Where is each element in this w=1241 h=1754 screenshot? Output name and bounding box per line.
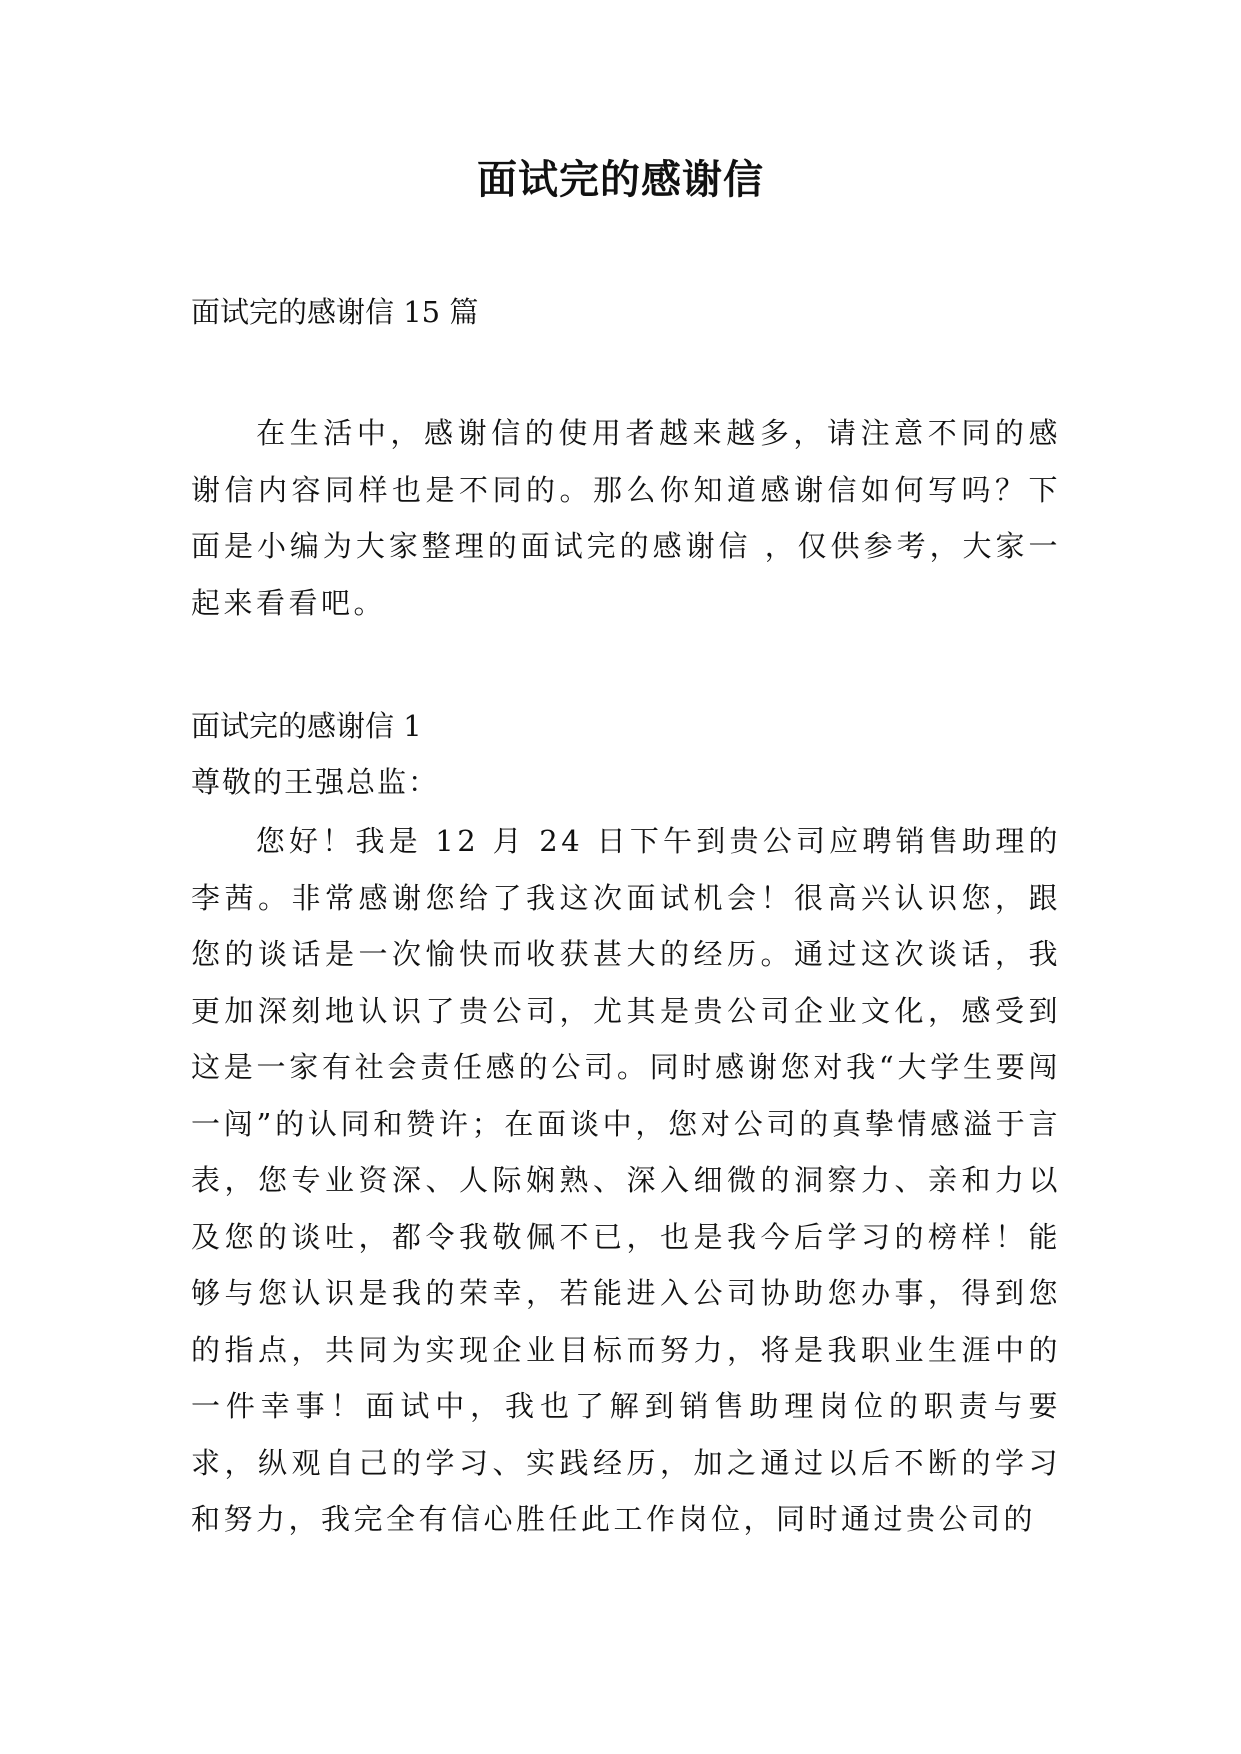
letter-salutation: 尊敬的王强总监：	[191, 765, 440, 799]
intro-text: 在生活中，感谢信的使用者越来越多，请注意不同的感谢信内容同样也是不同的。那么你知道感谢信如何写吗？下面是小编为大家整理的面试完的感谢信 ，仅供参考，大家一起来看看吧。	[191, 416, 1061, 620]
letter-body-paragraph	[191, 813, 1061, 1548]
letter-body-text: 您好！我是 12 月 24 日下午到贵公司应聘销售助理的李茜。非常感谢您给了我这次面试机会！很高兴认识您，跟您的谈话是一次愉快而收获甚大的经历。通过这次谈话，我更加深刻地认识了贵公司，尤其是贵公司企业文化，感受到这是一家有社会责任感的公司。同时感谢您对我“大学生要闯一闯”的认同和赞许；在面谈中，您对公司的真挚情感溢于言表，您专业资深、人际娴熟、深入细微的洞察力、亲和力以及您的谈吐，都令我敬佩不已，也是我今后学习的榜样！能够与您认识是我的荣幸，若能进入公司协助您办事，得到您的指点，共同为实现企业目标而努力，将是我职业生涯中的一件幸事！面试中，我也了解到销售助理岗位的职责与要求，纵观自己的学习、实践经历，加之通过以后不断的学习和努力，我完全有信心胜任此工作岗位，同时通过贵公司的	[191, 824, 1061, 1536]
document-title: 面试完的感谢信	[477, 157, 764, 203]
document-subtitle: 面试完的感谢信 15 篇	[191, 295, 479, 329]
letter-heading: 面试完的感谢信 1	[191, 709, 422, 743]
intro-paragraph	[191, 405, 1061, 631]
